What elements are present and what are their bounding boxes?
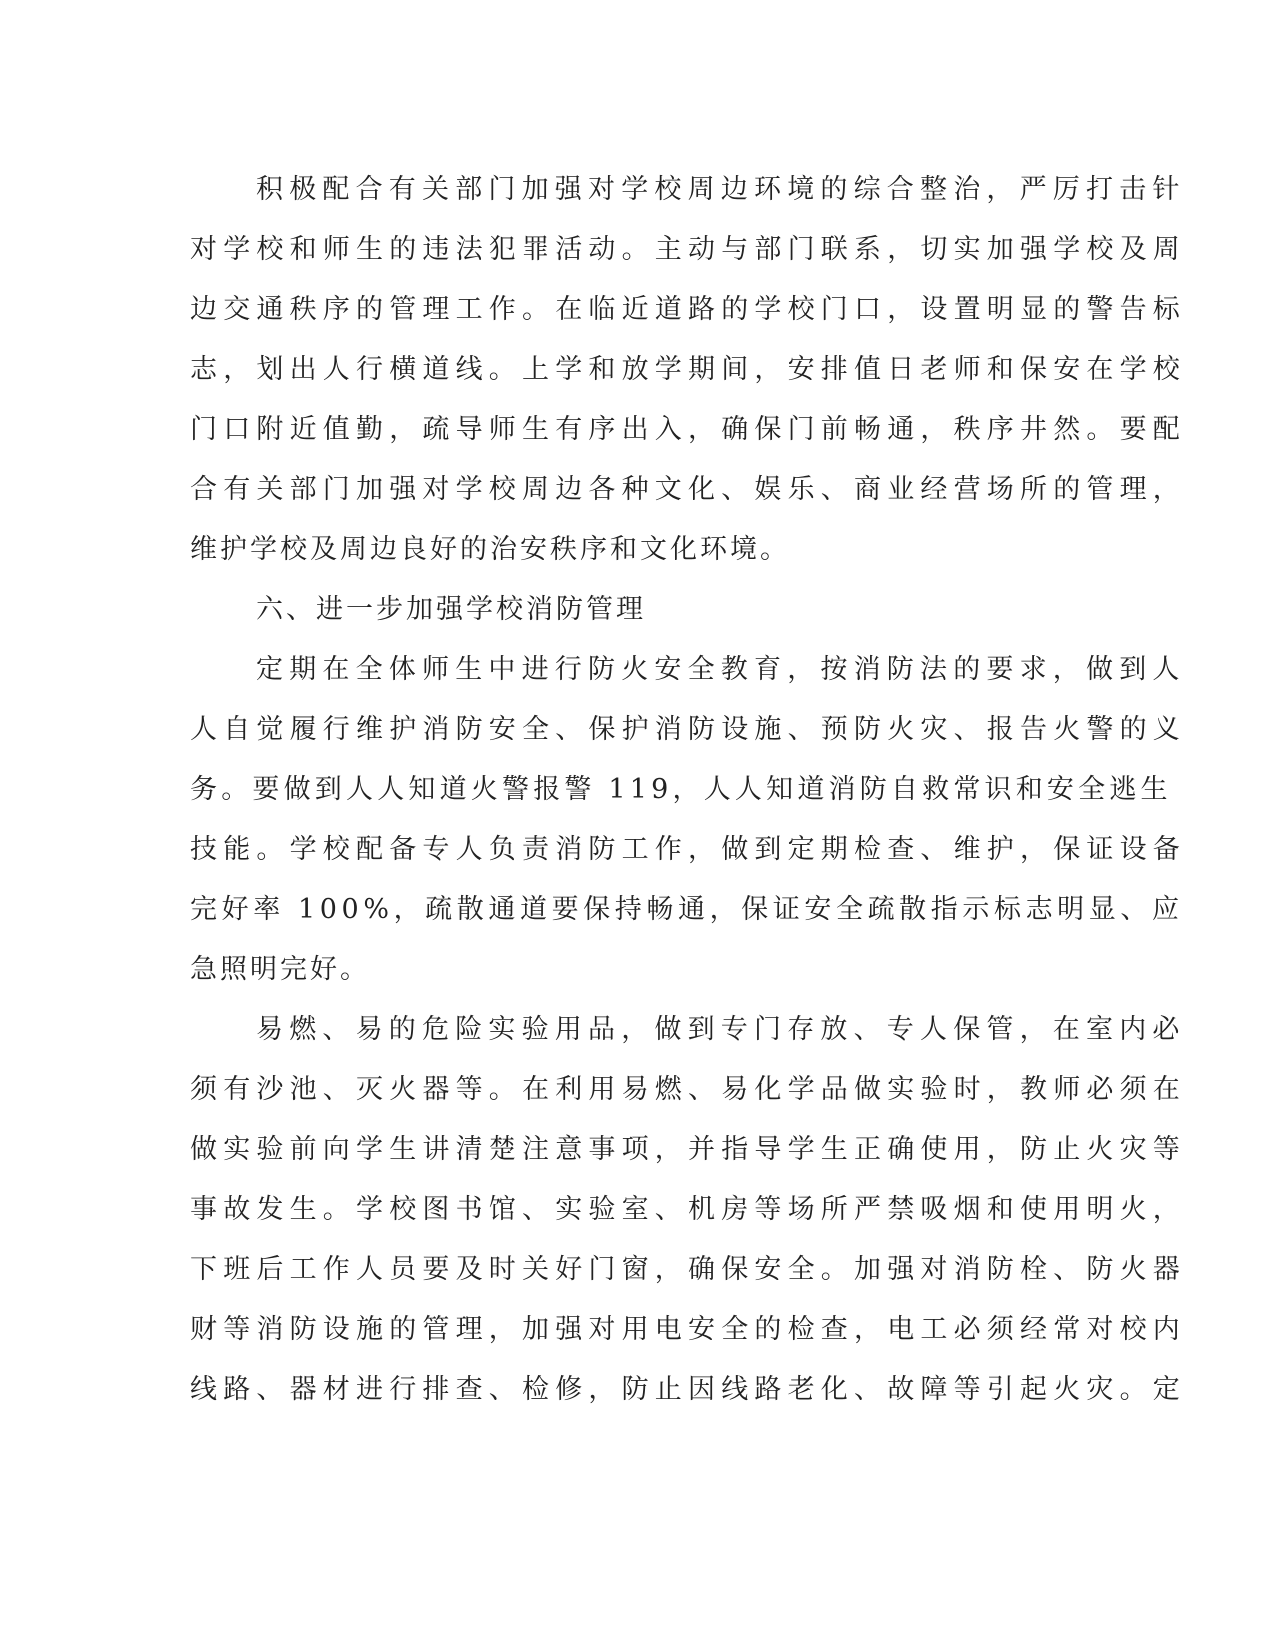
text-line: 维护学校及周边良好的治安秩序和文化环境。 bbox=[190, 534, 790, 565]
text-line: 人自觉履行维护消防安全、保护消防设施、预防火灾、报告火警的义 bbox=[190, 714, 1186, 745]
text-line: 边交通秩序的管理工作。在临近道路的学校门口，设置明显的警告标 bbox=[190, 294, 1186, 325]
text-line: 积极配合有关部门加强对学校周边环境的综合整治，严厉打击针 bbox=[256, 174, 1186, 205]
text-line: 技能。学校配备专人负责消防工作，做到定期检查、维护，保证设备 bbox=[190, 834, 1186, 865]
text-line: 线路、器材进行排查、检修，防止因线路老化、故障等引起火灾。定 bbox=[190, 1374, 1186, 1405]
text-line: 财等消防设施的管理，加强对用电安全的检查，电工必须经常对校内 bbox=[190, 1314, 1186, 1345]
text-line: 完好率 100%，疏散通道要保持畅通，保证安全疏散指示标志明显、应 bbox=[190, 894, 1184, 925]
text-line: 急照明完好。 bbox=[190, 954, 370, 985]
text-line: 易燃、易的危险实验用品，做到专门存放、专人保管，在室内必 bbox=[256, 1014, 1186, 1045]
text-line: 对学校和师生的违法犯罪活动。主动与部门联系，切实加强学校及周 bbox=[190, 234, 1186, 265]
text-line: 志，划出人行横道线。上学和放学期间，安排值日老师和保安在学校 bbox=[190, 354, 1186, 385]
text-line: 事故发生。学校图书馆、实验室、机房等场所严禁吸烟和使用明火， bbox=[190, 1194, 1186, 1225]
section-heading-fire bbox=[190, 580, 1080, 640]
paragraph-fire-education bbox=[190, 640, 1186, 1000]
text-line: 做实验前向学生讲清楚注意事项，并指导学生正确使用，防止火灾等 bbox=[190, 1134, 1186, 1165]
text-line: 合有关部门加强对学校周边各种文化、娱乐、商业经营场所的管理， bbox=[190, 474, 1186, 505]
text-line: 门口附近值勤，疏导师生有序出入，确保门前畅通，秩序井然。要配 bbox=[190, 414, 1186, 445]
paragraph-hazardous bbox=[190, 1000, 1186, 1420]
text-line: 下班后工作人员要及时关好门窗，确保安全。加强对消防栓、防火器 bbox=[190, 1254, 1186, 1285]
document-body bbox=[190, 160, 1186, 1420]
text-line: 定期在全体师生中进行防火安全教育，按消防法的要求，做到人 bbox=[256, 654, 1186, 685]
text-line: 务。要做到人人知道火警报警 119，人人知道消防自救常识和安全逃生 bbox=[190, 774, 1172, 805]
paragraph-environment bbox=[190, 160, 1186, 580]
heading-line: 六、进一步加强学校消防管理 bbox=[256, 594, 646, 625]
text-line: 须有沙池、灭火器等。在利用易燃、易化学品做实验时，教师必须在 bbox=[190, 1074, 1186, 1105]
